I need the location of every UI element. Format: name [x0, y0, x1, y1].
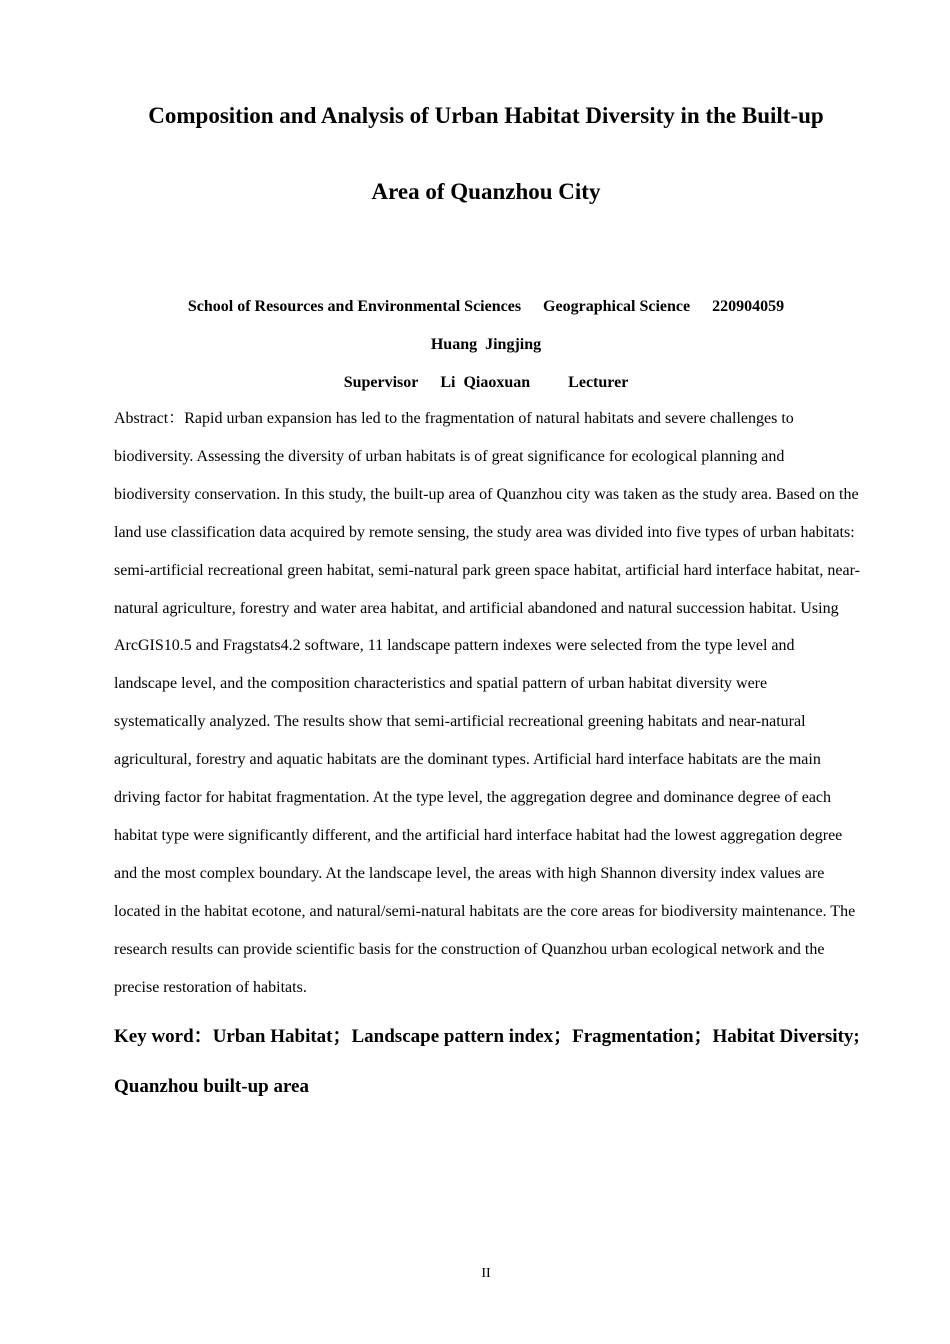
abstract-label: Abstract：	[114, 410, 185, 427]
author-name: Huang Jingjing	[430, 336, 542, 353]
supervisor-label: Supervisor	[343, 374, 419, 391]
page-number: II	[481, 1266, 491, 1281]
title-line-1: Composition and Analysis of Urban Habitat Diversity in the Built-up	[148, 103, 824, 128]
student-id: 220904059	[712, 298, 785, 315]
school-name: School of Resources and Environmental Sciences	[187, 298, 522, 315]
keywords-paragraph	[114, 1012, 860, 1112]
major-name: Geographical Science	[543, 298, 691, 315]
title-line-2: Area of Quanzhou City	[371, 179, 601, 204]
supervisor-title: Lecturer	[568, 374, 629, 391]
supervisor-line	[100, 373, 872, 393]
author-affiliation-line	[100, 297, 872, 317]
keywords-text: Urban Habitat；Landscape pattern index；Fragmentation；Habitat Diversity; Quanzhou built-up area	[114, 1026, 860, 1097]
supervisor-name: Li Qiaoxuan	[440, 374, 531, 391]
keywords-label: Key word：	[114, 1026, 213, 1047]
abstract-text: Rapid urban expansion has led to the fragmentation of natural habitats and severe challenges to biodiversity. Assessing the diversity of urban habitats is of great significance for ecological planning and biodiversity conservation. In this study, the built-up area of Quanzhou city was taken as the study area. Based on the land use classification data acquired by remote sensing, the study area was divided into five types of urban habitats: semi-artificial recreational green habitat, semi-natural park green space habitat, artificial hard interface habitat, near-natural agriculture, forestry and water area habitat, and artificial abandoned and natural succession habitat. Using ArcGIS10.5 and Fragstats4.2 software, 11 landscape pattern indexes were selected from the type level and landscape level, and the composition characteristics and spatial pattern of urban habitat diversity were systematically analyzed. The results show that semi-artificial recreational greening habitats and near-natural agricultural, forestry and aquatic habitats are the dominant types. Artificial hard interface habitats are the main driving factor for habitat fragmentation. At the type level, the aggregation degree and dominance degree of each habitat type were significantly different, and the artificial hard interface habitat had the lowest aggregation degree and the most complex boundary. At the landscape level, the areas with high Shannon diversity index values are located in the habitat ecotone, and natural/semi-natural habitats are the core areas for biodiversity maintenance. The research results can provide scientific basis for the construction of Quanzhou urban ecological network and the precise restoration of habitats.	[114, 410, 860, 996]
abstract-paragraph	[114, 400, 860, 1007]
